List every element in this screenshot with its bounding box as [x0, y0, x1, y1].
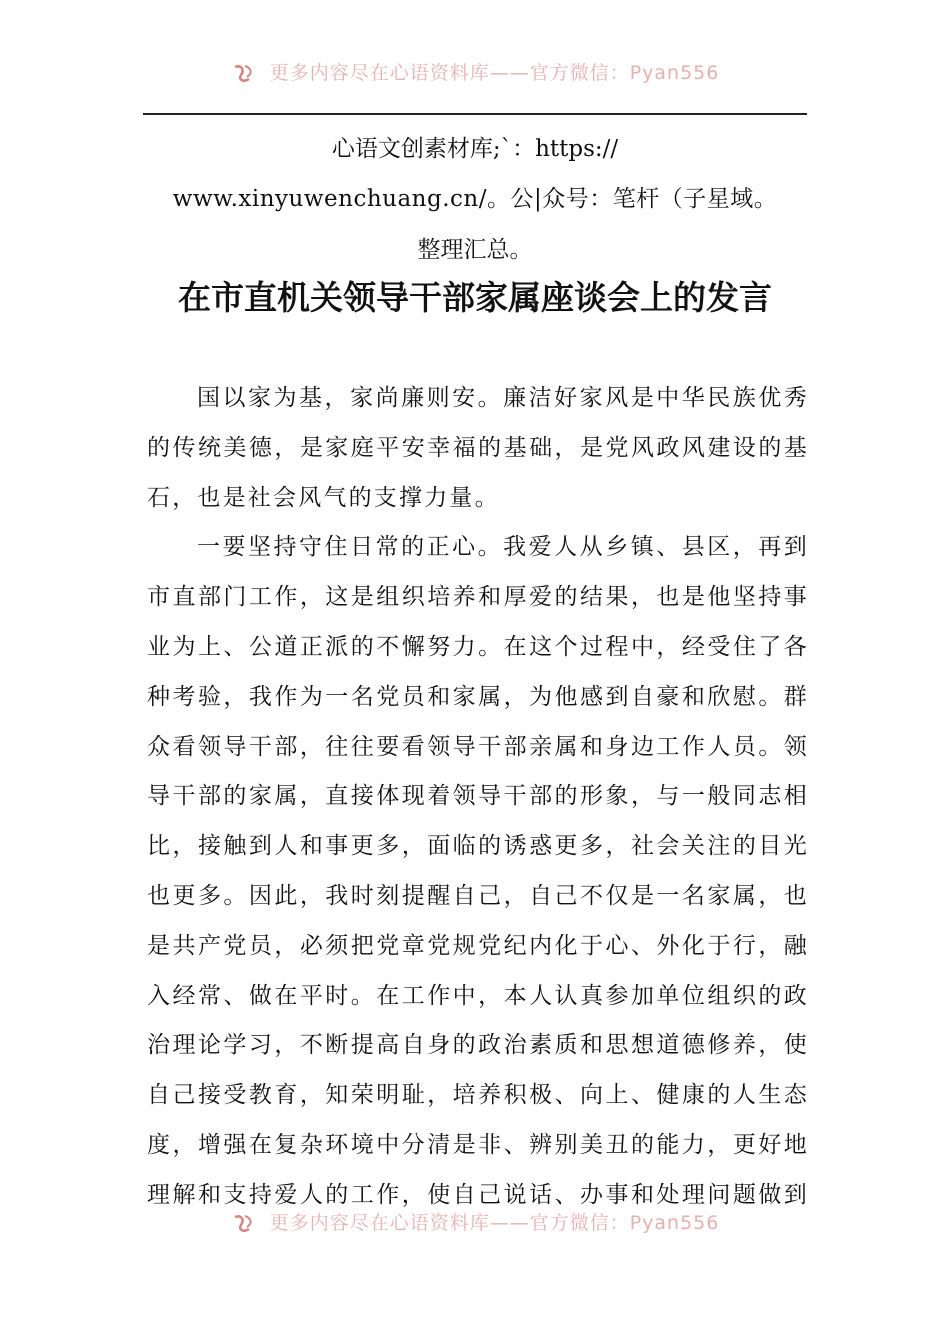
- watermark-top: [0, 58, 950, 85]
- logo-icon: [231, 63, 257, 85]
- document-body: [147, 374, 809, 1221]
- body-line: 是共产党员，必须把党章党规党纪内化于心、外化于行，融: [147, 932, 809, 959]
- header-line-2: www.xinyuwenchuang.cn/。公|众号：笔杆（子星域。: [172, 186, 778, 212]
- body-line: 种考验，我作为一名党员和家属，为他感到自豪和欣慰。群: [147, 683, 809, 710]
- watermark-bottom: [0, 1208, 950, 1235]
- body-line: 的传统美德，是家庭平安幸福的基础，是党风政风建设的基: [147, 434, 809, 461]
- body-line: 众看领导干部，往往要看领导干部亲属和身边工作人员。领: [147, 733, 809, 760]
- body-line: 也更多。因此，我时刻提醒自己，自己不仅是一名家属，也: [147, 882, 809, 909]
- logo-icon: [231, 1213, 257, 1235]
- body-line: 理解和支持爱人的工作，使自己说话、办事和处理问题做到: [147, 1181, 809, 1208]
- header-line-1: 心语文创素材库;`：https://: [331, 136, 619, 162]
- body-line: 石，也是社会风气的支撑力量。: [147, 484, 500, 511]
- watermark-text: 更多内容尽在心语资料库——官方微信：Pyan556: [269, 1212, 720, 1234]
- body-line: 自己接受教育，知荣明耻，培养积极、向上、健康的人生态: [147, 1082, 809, 1109]
- document-title: 在市直机关领导干部家属座谈会上的发言: [178, 278, 772, 317]
- body-line: 一要坚持守住日常的正心。我爱人从乡镇、县区，再到: [197, 534, 809, 561]
- body-line: 治理论学习，不断提高自身的政治素质和思想道德修养，使: [147, 1032, 809, 1059]
- body-line: 国以家为基，家尚廉则安。廉洁好家风是中华民族优秀: [197, 385, 809, 411]
- header-rule: [143, 113, 807, 115]
- body-line: 度，增强在复杂环境中分清是非、辨别美丑的能力，更好地: [147, 1131, 809, 1158]
- body-line: 市直部门工作，这是组织培养和厚爱的结果，也是他坚持事: [147, 584, 809, 611]
- body-line: 入经常、做在平时。在工作中，本人认真参加单位组织的政: [147, 982, 809, 1009]
- body-line: 业为上、公道正派的不懈努力。在这个过程中，经受住了各: [147, 633, 809, 660]
- body-line: 导干部的家属，直接体现着领导干部的形象，与一般同志相: [147, 783, 809, 810]
- watermark-text: 更多内容尽在心语资料库——官方微信：Pyan556: [269, 62, 720, 84]
- body-line: 比，接触到人和事更多，面临的诱惑更多，社会关注的目光: [147, 833, 809, 860]
- header-line-3: 整理汇总。: [417, 237, 533, 263]
